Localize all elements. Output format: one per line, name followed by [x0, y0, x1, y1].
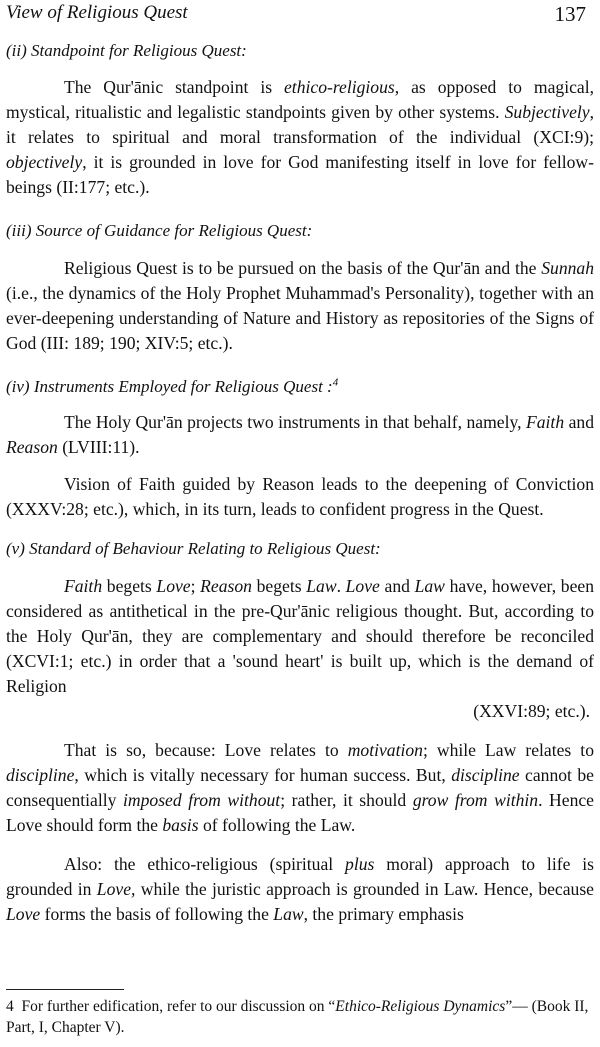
footnote [6, 996, 594, 1038]
page-number: 137 [554, 2, 586, 26]
page-body [6, 40, 594, 927]
heading-guidance: (iii) Source of Guidance for Religious Quest: [6, 221, 313, 240]
verse-reference: (XXVI:89; etc.). [473, 701, 590, 721]
paragraph-behaviour-3: Also: the ethico-religious (spiritual plus moral) approach to life is grounded in Love, while the juristic approach is grounded in Law. Hence, because Love forms the basis of following the Law, the primary emphasis [6, 854, 594, 924]
footnote-number: 4 [6, 998, 14, 1015]
paragraph-behaviour-2: That is so, because: Love relates to motivation; while Law relates to discipline, which is vitally necessary for human success. But, discipline cannot be consequentially imposed from without; rather, it should grow from within. Hence Love should form the basis of following the Law. [6, 740, 594, 835]
paragraph-instruments-2: Vision of Faith guided by Reason leads to the deepening of Conviction (XXXV:28; etc.), which, in its turn, leads to confident progress in the Quest. [6, 474, 594, 519]
footnote-text: For further edification, refer to our discussion on “Ethico-Religious Dynamics”— (Book II, Part, I, Chapter V). [6, 998, 589, 1036]
footnote-divider [6, 989, 124, 990]
running-header [6, 2, 590, 28]
paragraph-instruments-1: The Holy Qur'ān projects two instruments in that behalf, namely, Faith and Reason (LVIII:11). [6, 412, 594, 457]
running-title: View of Religious Quest [6, 2, 188, 23]
heading-behaviour: (v) Standard of Behaviour Relating to Religious Quest: [6, 539, 381, 558]
heading-instruments: (iv) Instruments Employed for Religious Quest :$^4$ [6, 376, 339, 396]
heading-standpoint: (ii) Standpoint for Religious Quest: [6, 41, 247, 60]
paragraph-standpoint: The Qur'ānic standpoint is ethico-religious, as opposed to magical, mystical, ritualistic and legalistic standpoints given by other systems. Subjectively, it relates to spiritual and moral transformation of the individual (XCI:9); objectively, it is grounded in love for God manifesting itself in love for fellow-beings (II:177; etc.). [6, 77, 594, 197]
paragraph-behaviour-1: Faith begets Love; Reason begets Law. Love and Law have, however, been considered as antithetical in the pre-Qur'ānic religious thought. But, according to the Holy Qur'ān, they are complementary and should therefore be reconciled (XCVI:1; etc.) in order that a 'sound heart' is built up, which is the demand of Religion (XXVI:89; etc.). [6, 574, 594, 724]
paragraph-guidance: Religious Quest is to be pursued on the basis of the Qur'ān and the Sunnah (i.e., the dynamics of the Holy Prophet Muhammad's Personality), together with an ever-deepening understanding of Nature and History as repositories of the Signs of God (III: 189; 190; XIV:5; etc.). [6, 258, 594, 353]
footnote-marker: 4 [332, 376, 339, 389]
